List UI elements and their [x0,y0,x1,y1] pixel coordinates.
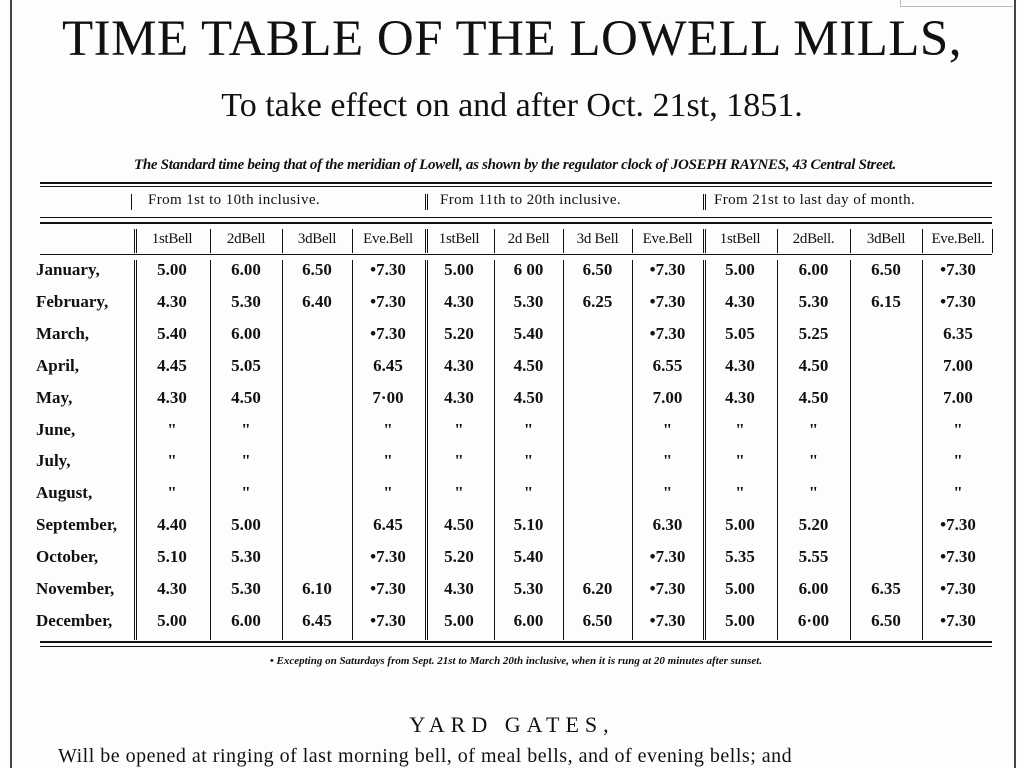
month-label: March, [36,324,90,343]
table-cell: " [662,451,673,470]
table-cell: 5.30 [513,579,544,598]
table-cell: 6.45 [373,356,403,375]
table-cell: " [383,483,393,502]
table-cell: " [808,483,819,502]
table-cell: " [662,483,673,502]
table-cell: 6.50 [871,260,901,279]
rule-mid [40,222,992,224]
table-cell: 6.00 [231,324,261,343]
divider [703,194,706,210]
table-row [0,260,1024,292]
period-1: From 1st to 10th inclusive. [148,192,321,208]
table-cell: 4.30 [444,579,474,598]
column-divider [563,229,564,253]
table-cell: 6.15 [871,292,901,311]
table-cell: 5.00 [725,260,755,279]
month-label: July, [36,451,71,470]
table-cell: 5.40 [513,547,544,566]
table-cell: 6.00 [231,260,261,279]
yard-gates-heading: YARD GATES, [409,712,615,737]
table-cell: 4.50 [231,388,261,407]
table-cell: 6 00 [513,260,544,279]
table-row [0,483,1024,515]
table-row [0,292,1024,324]
table-cell: " [167,451,177,470]
table-cell: •7.30 [370,292,406,311]
table-cell: 4.30 [157,579,187,598]
table-cell: 6.35 [943,324,973,343]
table-cell: 5.05 [725,324,755,343]
standard-time-note: The Standard time being that of the meridian of Lowell, as shown by the regulator clock of JOSEPH RAYNES, 43 Central Street. [133,157,897,173]
rule-bottom-thin [40,646,992,647]
corner-mark [900,0,1013,7]
page-title: TIME TABLE OF THE LOWELL MILLS, [61,11,963,67]
table-cell: •7.30 [649,260,686,279]
table-cell: 7.00 [652,388,683,407]
table-row [0,547,1024,579]
table-cell: •7.30 [649,547,686,566]
table-cell: 5.05 [231,356,261,375]
table-cell: " [523,483,534,502]
table-cell: " [241,483,251,502]
column-divider [282,229,283,253]
table-row [0,356,1024,388]
month-label: May, [36,388,73,407]
table-cell: " [454,483,464,502]
table-cell: 6.50 [302,260,332,279]
table-cell: 5.20 [444,324,474,343]
table-cell: " [383,451,393,470]
table-cell: 4.50 [513,356,544,375]
table-cell: •7.30 [370,611,406,630]
period-3: From 21st to last day of month. [714,192,916,208]
table-cell: 5.30 [231,579,261,598]
table-cell: 6.55 [652,356,683,375]
table-row [0,324,1024,356]
table-cell: •7.30 [649,292,686,311]
table-cell: " [808,420,819,439]
table-cell: 6.50 [582,260,613,279]
bell-header: 3dBell [297,231,337,247]
bell-header: Eve.Bell [363,231,413,247]
table-cell: 5.30 [513,292,544,311]
column-divider [632,229,633,253]
table-cell: 4.30 [157,292,187,311]
divider [425,194,428,210]
table-cell: 6.00 [231,611,261,630]
table-cell: " [735,483,745,502]
table-cell: " [454,420,464,439]
table-cell: 5.20 [798,515,829,534]
footnote: • Excepting on Saturdays from Sept. 21st to March 20th inclusive, when it is rung at 20 minutes after sunset. [269,655,763,667]
bell-header: 3dBell [866,231,906,247]
table-cell: 4.40 [157,515,187,534]
table-cell: " [735,451,745,470]
month-label: September, [36,515,118,534]
column-divider [352,229,353,253]
bell-header: Eve.Bell [642,231,693,247]
table-cell: 5.00 [157,611,187,630]
table-cell: " [167,483,177,502]
table-cell: 5.10 [513,515,544,534]
table-cell: " [953,483,963,502]
table-cell: 6.10 [302,579,332,598]
table-cell: " [241,420,251,439]
table-cell: •7.30 [649,611,686,630]
table-cell: " [735,420,745,439]
table-cell: 6.50 [871,611,901,630]
table-cell: 6.45 [302,611,332,630]
table-cell: " [953,420,963,439]
table-cell: 6.00 [798,579,829,598]
yard-gates-text: Will be opened at ringing of last morning bell, of meal bells, and of evening bells; and [58,745,793,767]
bell-header: 2d Bell [507,231,550,247]
bell-header: Eve.Bell. [931,231,985,247]
table-cell: 5.00 [157,260,187,279]
table-cell: 4.30 [725,388,755,407]
table-cell: 7·00 [372,388,404,407]
rule-top [40,182,992,184]
rule-header-bottom [40,254,992,255]
table-cell: 7.00 [943,356,973,375]
table-cell: 5.00 [231,515,261,534]
table-cell: •7.30 [940,611,976,630]
table-cell: 6.20 [582,579,613,598]
table-cell: 6.25 [582,292,613,311]
table-cell: 6.45 [373,515,403,534]
column-divider [850,229,851,253]
table-cell: 4.50 [798,388,829,407]
table-cell: 5.25 [798,324,829,343]
month-label: February, [36,292,109,311]
page-subtitle: To take effect on and after Oct. 21st, 1851. [221,87,803,124]
table-row [0,388,1024,420]
table-cell: 6·00 [797,611,830,630]
period-header-row [0,192,1024,214]
rule-mid-thin [40,217,992,218]
table-cell: 4.30 [444,388,474,407]
month-label: June, [36,420,76,439]
month-label: December, [36,611,113,630]
table-cell: 4.50 [444,515,474,534]
table-cell: 5.00 [444,611,474,630]
table-cell: 5.55 [798,547,829,566]
table-cell: " [167,420,177,439]
bell-header: 2dBell [226,231,266,247]
period-2: From 11th to 20th inclusive. [440,192,622,208]
table-row [0,611,1024,643]
table-cell: 4.45 [157,356,187,375]
bell-header: 1stBell [151,231,193,247]
table-cell: 4.30 [725,356,755,375]
rule-bottom [40,641,992,643]
month-label: January, [36,260,100,279]
table-cell: •7.30 [940,515,976,534]
column-divider [210,229,211,253]
table-cell: 5.00 [444,260,474,279]
bell-header: 3d Bell [576,231,619,247]
table-cell: •7.30 [940,260,976,279]
column-divider [992,229,993,253]
table-cell: 5.40 [513,324,544,343]
table-row [0,451,1024,483]
table-row [0,579,1024,611]
bell-header-row [0,229,1024,255]
table-cell: •7.30 [940,579,976,598]
table-cell: 5.30 [231,292,261,311]
table-cell: " [523,420,534,439]
table-cell: •7.30 [370,547,406,566]
table-row [0,420,1024,452]
month-label: October, [36,547,99,566]
table-cell: 5.35 [725,547,755,566]
table-cell: 5.30 [231,547,261,566]
table-cell: " [241,451,251,470]
table-cell: •7.30 [370,579,406,598]
table-cell: •7.30 [649,324,686,343]
table-cell: 6.00 [798,260,829,279]
table-cell: 4.30 [444,292,474,311]
table-cell: 6.50 [582,611,613,630]
table-cell: 5.20 [444,547,474,566]
table-cell: 5.30 [798,292,829,311]
table-cell: 6.30 [652,515,683,534]
bell-header: 1stBell [438,231,480,247]
table-cell: •7.30 [370,260,406,279]
table-cell: 5.00 [725,611,755,630]
table-cell: 5.00 [725,579,755,598]
table-cell: •7.30 [940,547,976,566]
table-cell: 4.50 [513,388,544,407]
table-cell: 5.40 [157,324,187,343]
table-row [0,515,1024,547]
month-label: April, [36,356,79,375]
bell-header: 2dBell. [792,231,835,247]
table-cell: 5.00 [725,515,755,534]
month-label: August, [36,483,93,502]
table-cell: " [454,451,464,470]
bell-header: 1stBell [719,231,761,247]
table-cell: •7.30 [940,292,976,311]
table-cell: •7.30 [649,579,686,598]
table-cell: 7.00 [943,388,973,407]
table-cell: " [523,451,534,470]
table-cell: 4.30 [725,292,755,311]
table-cell: 6.40 [302,292,332,311]
table-cell: " [808,451,819,470]
month-label: November, [36,579,115,598]
table-cell: " [662,420,673,439]
timetable-body [0,260,1024,640]
table-cell: 4.30 [444,356,474,375]
table-cell: 5.10 [157,547,187,566]
table-cell: " [383,420,393,439]
table-cell: •7.30 [370,324,406,343]
column-divider [777,229,778,253]
column-divider [494,229,495,253]
divider [131,194,132,210]
table-cell: 6.35 [871,579,901,598]
table-cell: 4.30 [157,388,187,407]
table-cell: 6.00 [513,611,544,630]
rule-top-thin [40,186,992,187]
table-cell: 4.50 [798,356,829,375]
column-divider [922,229,923,253]
table-cell: " [953,451,963,470]
